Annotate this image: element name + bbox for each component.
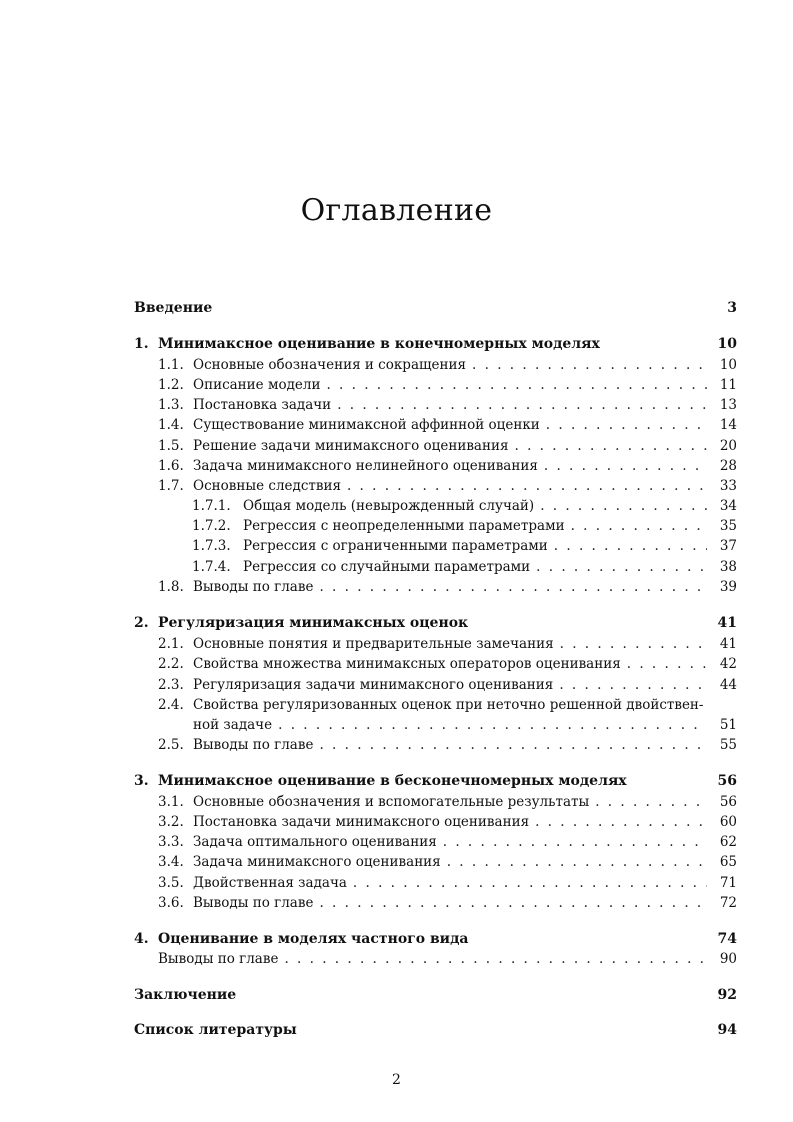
toc-page-number: 35 — [719, 518, 737, 534]
toc-section-title: Задача минимаксного оценивания — [193, 854, 441, 870]
toc-page-number: 90 — [719, 951, 737, 967]
toc-section-title: Выводы по главе — [158, 951, 279, 967]
toc-section-title: Описание модели — [193, 377, 321, 393]
toc-section-3-2[interactable] — [158, 813, 737, 831]
toc-section-title: Существование минимаксной аффинной оценки — [193, 417, 540, 433]
toc-section-number: 3.6. — [158, 895, 184, 911]
toc-section-number: 1.3. — [158, 397, 184, 413]
toc-dot-leader — [278, 716, 707, 734]
toc-section-number: 1.4. — [158, 417, 184, 433]
toc-page-number: 20 — [719, 438, 737, 454]
toc-section-3-1[interactable] — [158, 793, 737, 811]
toc-chapter-1[interactable] — [134, 335, 737, 353]
toc-section-3-5[interactable] — [158, 874, 737, 892]
toc-entry-intro[interactable] — [134, 299, 737, 317]
toc-page-number: 72 — [719, 895, 737, 911]
toc-section-number: 1.7.4. — [192, 559, 231, 575]
toc-section-title: Основные обозначения и сокращения — [193, 357, 467, 373]
toc-entry-title: Введение — [134, 300, 213, 316]
toc-dot-leader — [559, 676, 707, 694]
toc-chapter-4[interactable] — [134, 930, 737, 948]
toc-chapter-title: Регуляризация минимаксных оценок — [158, 615, 469, 631]
page-title: Оглавление — [300, 193, 493, 228]
toc-chapter-3[interactable] — [134, 772, 737, 790]
toc-section-number: 1.7.2. — [192, 518, 231, 534]
toc-section-title: Регрессия со случайными параметрами — [243, 559, 531, 575]
toc-dot-leader — [326, 376, 707, 394]
toc-dot-leader — [353, 874, 707, 892]
toc-section-3-4[interactable] — [158, 853, 737, 871]
toc-subsection-1-7-4[interactable] — [192, 558, 737, 576]
toc-dot-leader — [544, 457, 707, 475]
toc-chapter-number: 1. — [134, 336, 149, 352]
toc-page-number: 39 — [719, 579, 737, 595]
toc-section-2-2[interactable] — [158, 655, 737, 673]
toc-section-number: 2.3. — [158, 677, 184, 693]
toc-section-title: Постановка задачи — [193, 397, 332, 413]
toc-chapter-number: 3. — [134, 773, 149, 789]
toc-section-title: Двойственная задача — [193, 875, 347, 891]
toc-subsection-1-7-1[interactable] — [192, 497, 737, 515]
toc-section-1-1[interactable] — [158, 356, 737, 374]
toc-section-2-5[interactable] — [158, 736, 737, 754]
toc-dot-leader — [627, 655, 707, 673]
toc-section-1-6[interactable] — [158, 457, 737, 475]
toc-section-1-8[interactable] — [158, 578, 737, 596]
toc-section-number: 1.7.3. — [192, 538, 231, 554]
toc-section-number: 2.5. — [158, 737, 184, 753]
toc-page-number: 10 — [719, 357, 737, 373]
toc-section-title: Выводы по главе — [193, 895, 314, 911]
toc-page-number: 28 — [719, 458, 737, 474]
toc-section-number: 1.5. — [158, 438, 184, 454]
page-number: 2 — [392, 1072, 401, 1088]
toc-section-number: 3.3. — [158, 834, 184, 850]
toc-page-number: 41 — [717, 615, 737, 631]
toc-page-number: 60 — [719, 814, 737, 830]
toc-section-number: 2.1. — [158, 636, 184, 652]
toc-section-2-4[interactable] — [158, 696, 737, 714]
toc-section-1-3[interactable] — [158, 396, 737, 414]
toc-page-number: 13 — [719, 397, 737, 413]
toc-section-number: 3.5. — [158, 875, 184, 891]
toc-page-number: 10 — [717, 336, 737, 352]
toc-chapter-2[interactable] — [134, 614, 737, 632]
toc-page-number: 37 — [719, 538, 737, 554]
toc-dot-leader — [595, 793, 707, 811]
toc-section-title: Постановка задачи минимаксного оценивания — [193, 814, 530, 830]
toc-section-title: Общая модель (невырожденный случай) — [243, 498, 535, 514]
toc-section-title: Свойства регуляризованных оценок при неточно решенной двойствен- — [193, 697, 704, 713]
toc-dot-leader — [535, 813, 707, 831]
toc-dot-leader — [571, 517, 707, 535]
toc-section-number: 3.2. — [158, 814, 184, 830]
toc-section-title: Регрессия с ограниченными параметрами — [243, 538, 548, 554]
toc-dot-leader — [515, 437, 708, 455]
toc-chapter-number: 4. — [134, 931, 149, 947]
toc-page-number: 51 — [719, 717, 737, 733]
toc-chapter-title: Минимаксное оценивание в бесконечномерных моделях — [158, 773, 627, 789]
toc-subsection-1-7-3[interactable] — [192, 537, 737, 555]
toc-dot-leader — [554, 537, 707, 555]
toc-section-title: Выводы по главе — [193, 579, 314, 595]
toc-dot-leader — [560, 635, 707, 653]
toc-section-title: Основные следствия — [193, 478, 341, 494]
toc-page-number: 3 — [727, 300, 737, 316]
toc-dot-leader — [319, 578, 707, 596]
toc-section-number: 3.4. — [158, 854, 184, 870]
toc-page-number: 11 — [719, 377, 737, 393]
toc-section-1-4[interactable] — [158, 416, 737, 434]
toc-subsection-1-7-2[interactable] — [192, 517, 737, 535]
toc-dot-leader — [536, 558, 707, 576]
toc-section-number: 1.1. — [158, 357, 184, 373]
toc-page-number: 34 — [719, 498, 737, 514]
toc-entry-title: Заключение — [134, 987, 237, 1003]
toc-chapter-title: Оценивание в моделях частного вида — [158, 931, 469, 947]
toc-dot-leader — [319, 894, 707, 912]
toc-section-4-summary[interactable] — [158, 950, 737, 968]
toc-chapter-number: 2. — [134, 615, 149, 631]
toc-section-title: Свойства множества минимаксных операторов оценивания — [193, 656, 621, 672]
toc-page-number: 56 — [719, 794, 737, 810]
toc-section-title: Регрессия с неопределенными параметрами — [243, 518, 565, 534]
toc-page-number: 62 — [719, 834, 737, 850]
toc-page-number: 44 — [719, 677, 737, 693]
toc-section-number: 3.1. — [158, 794, 184, 810]
toc-section-1-7[interactable] — [158, 477, 737, 495]
toc-section-title: Задача минимаксного нелинейного оценивания — [193, 458, 538, 474]
toc-section-number: 1.2. — [158, 377, 184, 393]
toc-section-number: 1.6. — [158, 458, 184, 474]
toc-section-title: Основные обозначения и вспомогательные результаты — [193, 794, 590, 810]
toc-page-number: 65 — [719, 854, 737, 870]
toc-page-number: 92 — [717, 987, 737, 1003]
toc-section-title: Регуляризация задачи минимаксного оценивания — [193, 677, 554, 693]
toc-section-1-5[interactable] — [158, 437, 737, 455]
toc-section-title-continued: ной задаче — [193, 717, 273, 733]
toc-dot-leader — [319, 736, 707, 754]
toc-section-number: 1.8. — [158, 579, 184, 595]
toc-dot-leader — [546, 416, 707, 434]
toc-page-number: 42 — [719, 656, 737, 672]
toc-section-number: 1.7.1. — [192, 498, 231, 514]
toc-section-number: 2.4. — [158, 697, 184, 713]
toc-chapter-title: Минимаксное оценивание в конечномерных моделях — [158, 336, 600, 352]
toc-entry-title: Список литературы — [134, 1022, 297, 1038]
toc-entry-conclusion[interactable] — [134, 986, 737, 1004]
toc-page-number: 74 — [717, 931, 737, 947]
toc-page-number: 56 — [717, 773, 737, 789]
toc-dot-leader — [284, 950, 707, 968]
toc-page-number: 94 — [717, 1022, 737, 1038]
toc-dot-leader — [347, 477, 707, 495]
toc-section-title: Задача оптимального оценивания — [193, 834, 437, 850]
toc-dot-leader — [337, 396, 707, 414]
toc-section-1-2[interactable] — [158, 376, 737, 394]
toc-page-number: 33 — [719, 478, 737, 494]
toc-dot-leader — [447, 853, 707, 871]
toc-section-3-6[interactable] — [158, 894, 737, 912]
toc-dot-leader — [472, 356, 707, 374]
toc-page-number: 38 — [719, 559, 737, 575]
toc-section-number: 1.7. — [158, 478, 184, 494]
toc-section-title: Выводы по главе — [193, 737, 314, 753]
toc-dot-leader — [443, 833, 707, 851]
toc-section-title: Основные понятия и предварительные замечания — [193, 636, 554, 652]
toc-entry-references[interactable] — [134, 1021, 737, 1039]
toc-section-2-1[interactable] — [158, 635, 737, 653]
toc-section-title: Решение задачи минимаксного оценивания — [193, 438, 509, 454]
toc-dot-leader — [540, 497, 707, 515]
toc-page-number: 14 — [719, 417, 737, 433]
toc-section-number: 2.2. — [158, 656, 184, 672]
toc-section-2-4-continued[interactable] — [193, 716, 737, 734]
toc-page-number: 55 — [719, 737, 737, 753]
toc-page-number: 41 — [719, 636, 737, 652]
toc-section-2-3[interactable] — [158, 676, 737, 694]
toc-page-number: 71 — [719, 875, 737, 891]
toc-section-3-3[interactable] — [158, 833, 737, 851]
